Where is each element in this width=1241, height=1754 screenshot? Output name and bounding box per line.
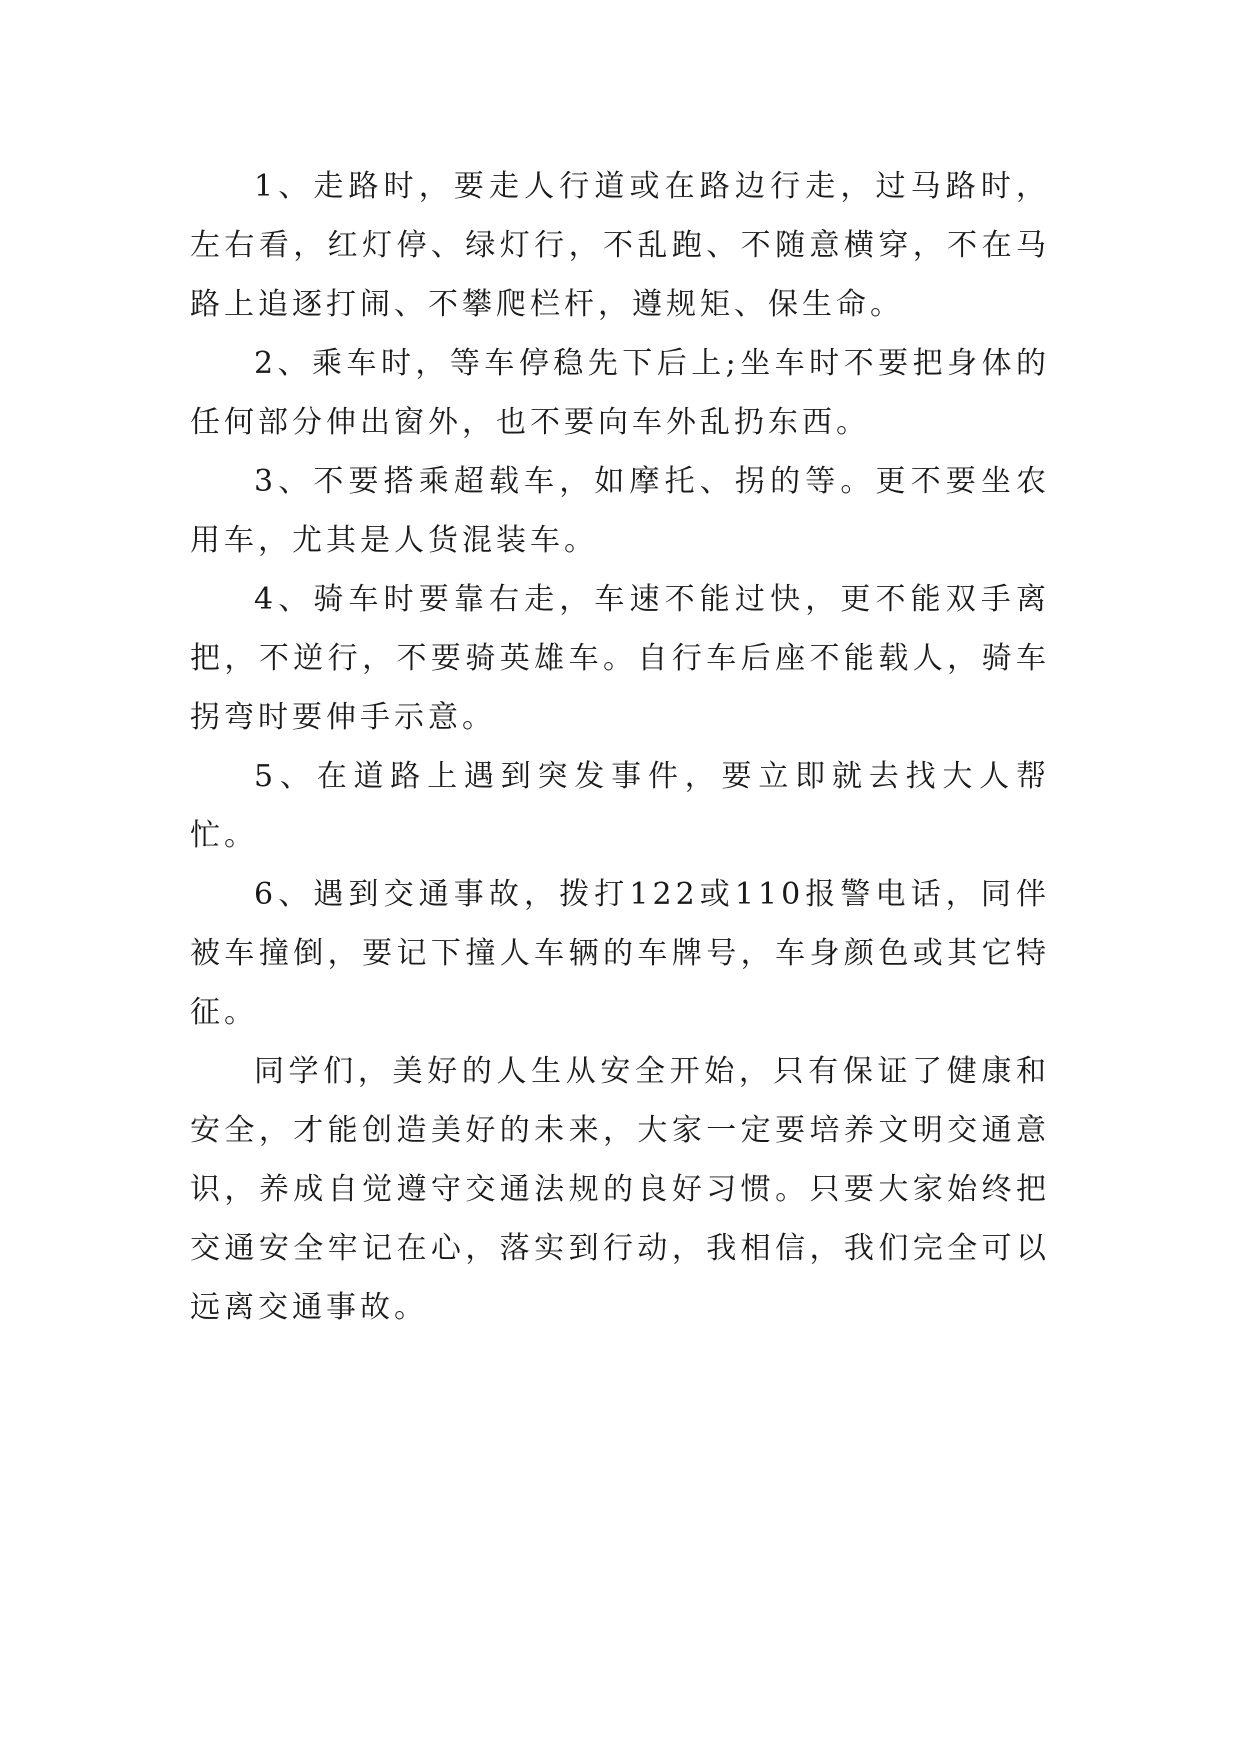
- paragraph-rule-5: 5、在道路上遇到突发事件，要立即就去找大人帮忙。: [190, 759, 1050, 853]
- paragraph-rule-1: 1、走路时，要走人行道或在路边行走，过马路时，左右看，红灯停、绿灯行，不乱跑、不随意横穿，不在马路上追逐打闹、不攀爬栏杆，遵规矩、保生命。: [190, 169, 1050, 322]
- paragraph-closing: 同学们，美好的人生从安全开始，只有保证了健康和安全，才能创造美好的未来，大家一定要培养文明交通意识，养成自觉遵守交通法规的良好习惯。只要大家始终把交通安全牢记在心，落实到行动，我相信，我们完全可以远离交通事故。: [190, 1054, 1050, 1325]
- paragraph-rule-4: 4、骑车时要靠右走，车速不能过快，更不能双手离把，不逆行，不要骑英雄车。自行车后座不能载人，骑车拐弯时要伸手示意。: [190, 582, 1050, 735]
- paragraph-rule-6: 6、遇到交通事故，拨打122或110报警电话，同伴被车撞倒，要记下撞人车辆的车牌号，车身颜色或其它特征。: [190, 877, 1050, 1030]
- paragraph-rule-2: 2、乘车时，等车停稳先下后上;坐车时不要把身体的任何部分伸出窗外，也不要向车外乱扔东西。: [190, 346, 1050, 440]
- document-body: [190, 157, 1050, 1337]
- paragraph-rule-3: 3、不要搭乘超载车，如摩托、拐的等。更不要坐农用车，尤其是人货混装车。: [190, 464, 1050, 558]
